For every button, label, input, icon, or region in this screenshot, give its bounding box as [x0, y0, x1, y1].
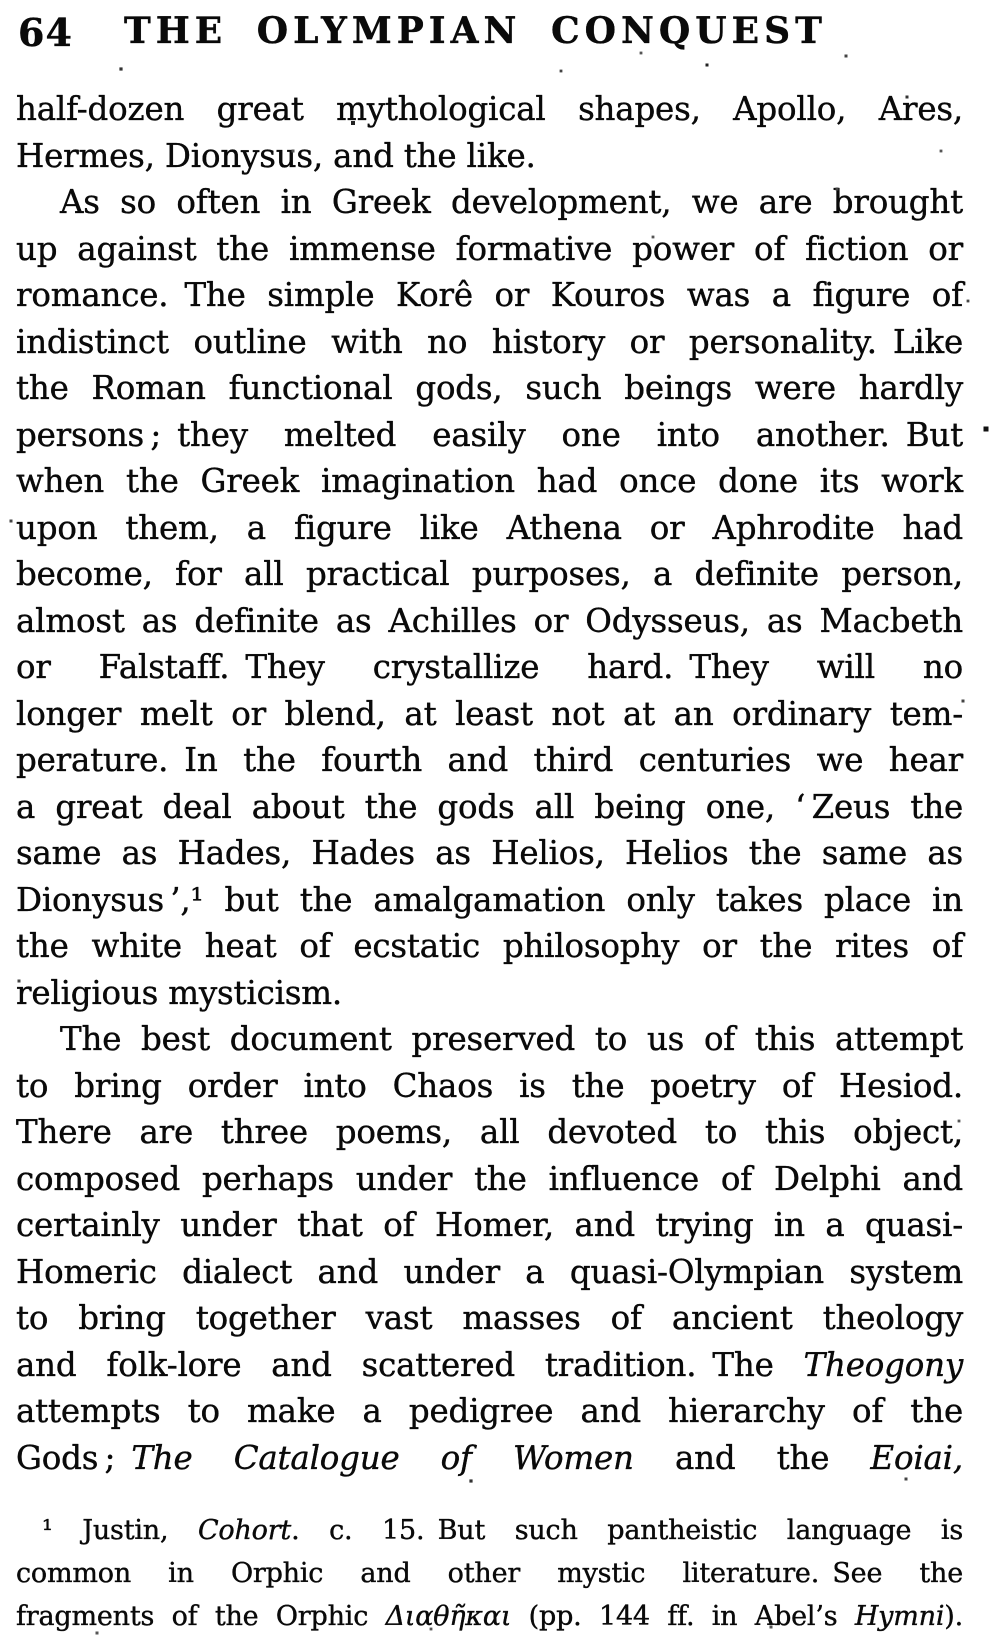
- italic-text-segment: Διαθῆκαι: [385, 1601, 512, 1632]
- text-line: [16, 1063, 963, 1110]
- text-line: [16, 226, 963, 273]
- text-line: [16, 458, 963, 505]
- text-line: [16, 365, 963, 412]
- text-segment: to bring order into Chaos is the poetry of Hesiod.: [16, 1066, 963, 1105]
- text-segment: ¹ Justin,: [42, 1515, 198, 1546]
- text-segment: . c. 15. But such pantheistic language is: [291, 1515, 964, 1546]
- text-segment: half-dozen great mythological shapes, Apollo, Ares,: [16, 90, 963, 128]
- text-segment: to bring together vast masses of ancient theology: [16, 1299, 963, 1337]
- text-segment: and folk-lore and scattered tradition. The: [16, 1345, 804, 1384]
- text-segment: longer melt or blend, at least not at an ordinary tem-: [16, 694, 963, 733]
- text-line: [16, 644, 963, 691]
- text-segment: the Roman functional gods, such beings were hardly: [16, 369, 963, 407]
- text-line: [16, 691, 963, 738]
- text-segment: Gods ;: [16, 1438, 132, 1477]
- text-line: [16, 133, 963, 180]
- text-segment: romance. The simple Korê or Kouros was a figure of: [16, 276, 963, 314]
- running-head: [16, 10, 963, 60]
- body-text: [16, 86, 963, 1481]
- text-segment: There are three poems, all devoted to this object,: [16, 1113, 963, 1151]
- text-line: [16, 1202, 963, 1249]
- text-line: [16, 1016, 963, 1063]
- paragraph: [16, 86, 963, 179]
- paragraph: [16, 179, 963, 1016]
- italic-text-segment: Hymni: [854, 1601, 945, 1632]
- italic-text-segment: Eoiai,: [870, 1438, 964, 1477]
- text-segment: up against the immense formative power of fiction or: [16, 229, 963, 268]
- text-segment: fragments of the Orphic: [16, 1601, 386, 1632]
- text-line: [16, 1388, 963, 1435]
- text-segment: religious mysticism.: [16, 973, 342, 1012]
- text-segment: almost as definite as Achilles or Odysseus, as Macbeth: [16, 601, 963, 640]
- text-line: [16, 1595, 963, 1636]
- running-title: THE OLYMPIAN CONQUEST: [124, 10, 827, 52]
- text-segment: common in Orphic and other mystic literature. See the: [16, 1558, 963, 1589]
- text-line: [16, 1109, 963, 1156]
- text-line: [16, 319, 963, 366]
- text-segment: a great deal about the gods all being one, ‘ Zeus the: [16, 787, 963, 826]
- italic-text-segment: Cohort: [197, 1515, 292, 1546]
- text-segment: when the Greek imagination had once done its work: [16, 462, 963, 500]
- text-line: [16, 1435, 963, 1482]
- text-line: [16, 1249, 963, 1296]
- text-segment: As so often in Greek development, we are brought: [60, 183, 963, 221]
- italic-text-segment: The Catalogue of Women: [131, 1438, 634, 1477]
- text-line: [16, 877, 963, 924]
- text-line: [16, 923, 963, 970]
- text-line: [16, 737, 963, 784]
- text-segment: same as Hades, Hades as Helios, Helios the same as: [16, 834, 963, 872]
- text-line: [16, 598, 963, 645]
- text-line: [16, 784, 963, 831]
- text-segment: become, for all practical purposes, a definite person,: [16, 555, 963, 593]
- text-segment: upon them, a figure like Athena or Aphrodite had: [16, 508, 963, 547]
- text-segment: (pp. 144 ff. in Abel’s: [511, 1601, 855, 1632]
- text-line: [16, 505, 963, 552]
- text-line: [16, 970, 963, 1017]
- text-line: [16, 1156, 963, 1203]
- text-segment: The best document preserved to us of this attempt: [60, 1020, 963, 1058]
- text-segment: ).: [944, 1601, 963, 1632]
- text-line: [16, 86, 963, 133]
- italic-text-segment: Theogony: [803, 1345, 963, 1384]
- text-segment: certainly under that of Homer, and trying in a quasi-: [16, 1206, 963, 1244]
- text-line: [16, 179, 963, 226]
- text-segment: attempts to make a pedigree and hierarchy of the: [16, 1392, 963, 1430]
- text-segment: composed perhaps under the influence of Delphi and: [16, 1159, 963, 1198]
- scan-noise: [0, 0, 2, 2]
- text-line: [16, 1509, 963, 1552]
- text-line: [16, 272, 963, 319]
- text-segment: or Falstaff. They crystallize hard. They will no: [16, 648, 963, 686]
- text-segment: perature. In the fourth and third centuries we hear: [16, 741, 963, 779]
- page-number: 64: [18, 10, 73, 55]
- text-segment: the white heat of ecstatic philosophy or the rites of: [16, 927, 963, 965]
- text-line: [16, 551, 963, 598]
- text-line: [16, 1552, 963, 1595]
- text-segment: Homeric dialect and under a quasi-Olympian system: [16, 1252, 963, 1291]
- paragraph: [16, 1016, 963, 1481]
- text-segment: persons ; they melted easily one into another. But: [16, 415, 963, 454]
- text-segment: indistinct outline with no history or personality. Like: [16, 322, 963, 361]
- text-segment: and the: [633, 1438, 871, 1477]
- footnote: [16, 1509, 963, 1636]
- text-line: [16, 830, 963, 877]
- text-line: [16, 1342, 963, 1389]
- text-line: [16, 1295, 963, 1342]
- text-segment: Hermes, Dionysus, and the like.: [16, 136, 536, 175]
- text-line: [16, 412, 963, 459]
- text-segment: Dionysus ’,¹ but the amalgamation only takes place in: [16, 880, 963, 919]
